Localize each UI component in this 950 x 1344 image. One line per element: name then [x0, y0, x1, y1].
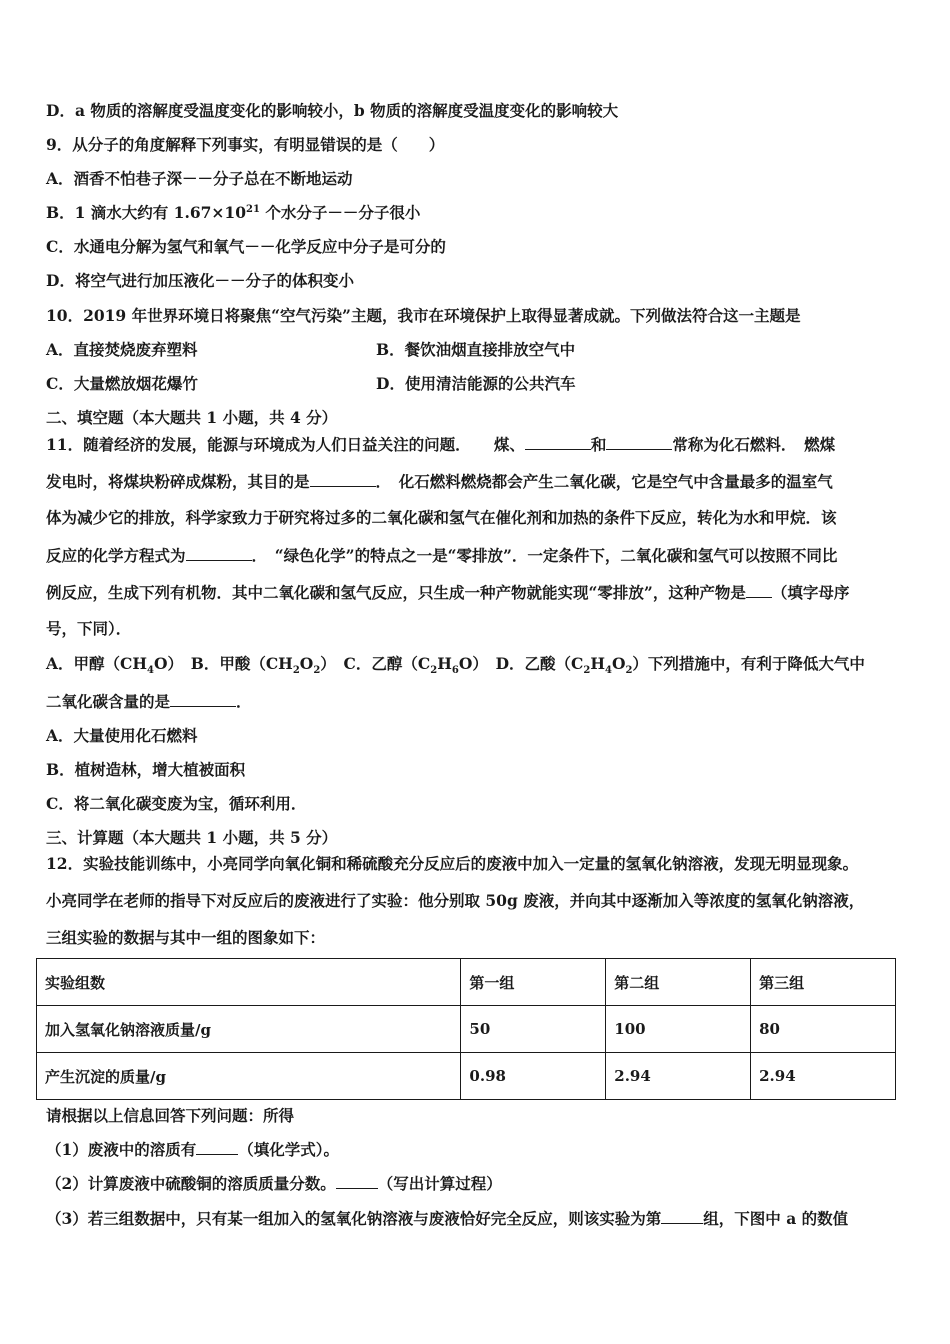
q11-line-5 [46, 582, 849, 603]
q11-text: 和 [590, 435, 607, 454]
q10-option-a: A．直接焚烧废弃塑料 [46, 340, 198, 359]
table-row [37, 1053, 896, 1100]
q11-line-4 [46, 545, 837, 566]
subscript: 2 [292, 665, 300, 677]
answer-blank[interactable] [196, 1139, 238, 1155]
table-cell: 50 [461, 1006, 606, 1053]
table-cell: 产生沉淀的质量/g [37, 1053, 461, 1100]
q11-text: ． “绿色化学”的特点之一是“零排放”．一定条件下，二氧化碳和氢气可以按照不同比 [251, 546, 838, 565]
table-cell: 2.94 [751, 1053, 896, 1100]
experiment-data-table [36, 958, 896, 1100]
q12-part-2 [46, 1173, 502, 1194]
table-header-cell: 第二组 [606, 959, 751, 1006]
table-cell: 100 [606, 1006, 751, 1053]
table-header-cell: 第三组 [751, 959, 896, 1006]
q12-text: （2）计算废液中硫酸铜的溶质质量分数。 [46, 1174, 336, 1193]
q12-text: （1）废液中的溶质有 [46, 1140, 197, 1159]
q9-option-d: D．将空气进行加压液化－－分子的体积变小 [46, 271, 354, 290]
table-header-cell: 实验组数 [37, 959, 461, 1006]
answer-blank[interactable] [170, 691, 236, 707]
subscript: 2 [625, 665, 633, 677]
q11-text: 例反应，生成下列有机物．其中二氧化碳和氢气反应，只生成一种产物就能实现“零排放”，这种产物是 [46, 583, 746, 602]
q12-line-1: 12．实验技能训练中，小亮同学向氧化铜和稀硫酸充分反应后的废液中加入一定量的氢氧化钠溶液，发现无明显现象。 [46, 854, 859, 873]
q11-line-7 [46, 654, 865, 677]
q11-text: 发电时，将煤块粉碎成煤粉，其目的是 [46, 472, 310, 491]
q11-text: （填字母序 [771, 583, 850, 602]
table-row [37, 1006, 896, 1053]
q9-option-b-exponent: 21 [246, 203, 260, 215]
answer-blank[interactable] [746, 582, 772, 598]
q12-text: （3）若三组数据中，只有某一组加入的氢氧化钠溶液与废液恰好完全反应，则该实验为第 [46, 1209, 662, 1228]
q12-part-3 [46, 1208, 848, 1229]
q11-line-6: 号，下同）． [46, 619, 132, 638]
q11-text: O [299, 654, 314, 673]
q11-line-8 [46, 691, 252, 712]
subscript: 6 [451, 665, 459, 677]
q9-option-b [46, 203, 420, 223]
q11-option-a: A．大量使用化石燃料 [46, 726, 198, 745]
q10-option-d: D．使用清洁能源的公共汽车 [376, 374, 576, 393]
q11-text: H [590, 654, 605, 673]
section3-title: 三、计算题（本大题共 1 小题，共 5 分） [46, 828, 338, 847]
q9-option-c: C．水通电分解为氢气和氧气－－化学反应中分子是可分的 [46, 237, 446, 256]
q11-text: H [437, 654, 452, 673]
answer-blank[interactable] [186, 545, 252, 561]
q10-option-c: C．大量燃放烟花爆竹 [46, 374, 198, 393]
q12-part-1 [46, 1139, 339, 1160]
q9-option-b-suffix: 个水分子－－分子很小 [259, 203, 421, 222]
q9-option-b-prefix: B．1 滴水大约有 1.67×10 [46, 203, 246, 222]
q12-line-3: 三组实验的数据与其中一组的图象如下： [46, 928, 326, 947]
q12-text: （填化学式）。 [238, 1140, 340, 1159]
subscript: 4 [604, 665, 612, 677]
table-header-cell: 第一组 [461, 959, 606, 1006]
q11-text: 11．随着经济的发展，能源与环境成为人们日益关注的问题． 煤、 [46, 435, 525, 454]
q11-text: 常称为化石燃料． 燃煤 [672, 435, 836, 454]
q10-option-b: B．餐饮油烟直接排放空气中 [376, 340, 576, 359]
q11-text: A．甲醇（CH [46, 654, 148, 673]
q11-option-b: B．植树造林，增大植被面积 [46, 760, 246, 779]
q12-text: （写出计算过程） [377, 1174, 502, 1193]
q11-option-c: C．将二氧化碳变废为宝，循环利用． [46, 794, 307, 813]
answer-blank[interactable] [606, 434, 672, 450]
q10-stem: 10．2019 年世界环境日将聚焦“空气污染”主题，我市在环境保护上取得显著成就。下列做法符合这一主题是 [46, 306, 801, 325]
q11-text: ． [236, 692, 252, 711]
q11-text: ）下列措施中，有利于降低大气中 [632, 654, 865, 673]
q11-text: O [611, 654, 626, 673]
table-cell: 2.94 [606, 1053, 751, 1100]
q9-stem: 9．从分子的角度解释下列事实，有明显错误的是（ ） [46, 135, 445, 154]
q11-text: 反应的化学方程式为 [46, 546, 186, 565]
q11-text: ． 化石燃料燃烧都会产生二氧化碳，它是空气中含量最多的温室气 [375, 472, 833, 491]
q11-text: 二氧化碳含量的是 [46, 692, 171, 711]
section2-title: 二、填空题（本大题共 1 小题，共 4 分） [46, 408, 338, 427]
q11-line-2 [46, 471, 833, 492]
q8-option-d: D．a 物质的溶解度受温度变化的影响较小，b 物质的溶解度受温度变化的影响较大 [46, 101, 619, 120]
subscript: 4 [147, 665, 154, 677]
subscript: 2 [583, 665, 591, 677]
subscript: 2 [430, 665, 438, 677]
q12-line-2: 小亮同学在老师的指导下对反应后的废液进行了实验：他分别取 50g 废液，并向其中逐渐加入等浓度的氢氧化钠溶液， [46, 891, 865, 910]
table-cell: 加入氢氧化钠溶液质量/g [37, 1006, 461, 1053]
q12-after-table: 请根据以上信息回答下列问题：所得 [46, 1106, 295, 1125]
q11-line-1 [46, 434, 835, 455]
q11-text: ） C．乙醇（C [320, 654, 431, 673]
q11-text: O） B．甲酸（CH [153, 654, 293, 673]
table-header-row [37, 959, 896, 1006]
answer-blank[interactable] [336, 1173, 378, 1189]
subscript: 2 [313, 665, 321, 677]
q11-text: O） D．乙酸（C [458, 654, 584, 673]
q9-option-a: A．酒香不怕巷子深－－分子总在不断地运动 [46, 169, 353, 188]
answer-blank[interactable] [310, 471, 376, 487]
q12-text: 组，下图中 a 的数值 [703, 1209, 849, 1228]
table-cell: 80 [751, 1006, 896, 1053]
answer-blank[interactable] [661, 1208, 703, 1224]
q11-line-3: 体为减少它的排放，科学家致力于研究将过多的二氧化碳和氢气在催化剂和加热的条件下反应，转化为水和甲烷．该 [46, 508, 837, 527]
table-cell: 0.98 [461, 1053, 606, 1100]
answer-blank[interactable] [525, 434, 591, 450]
